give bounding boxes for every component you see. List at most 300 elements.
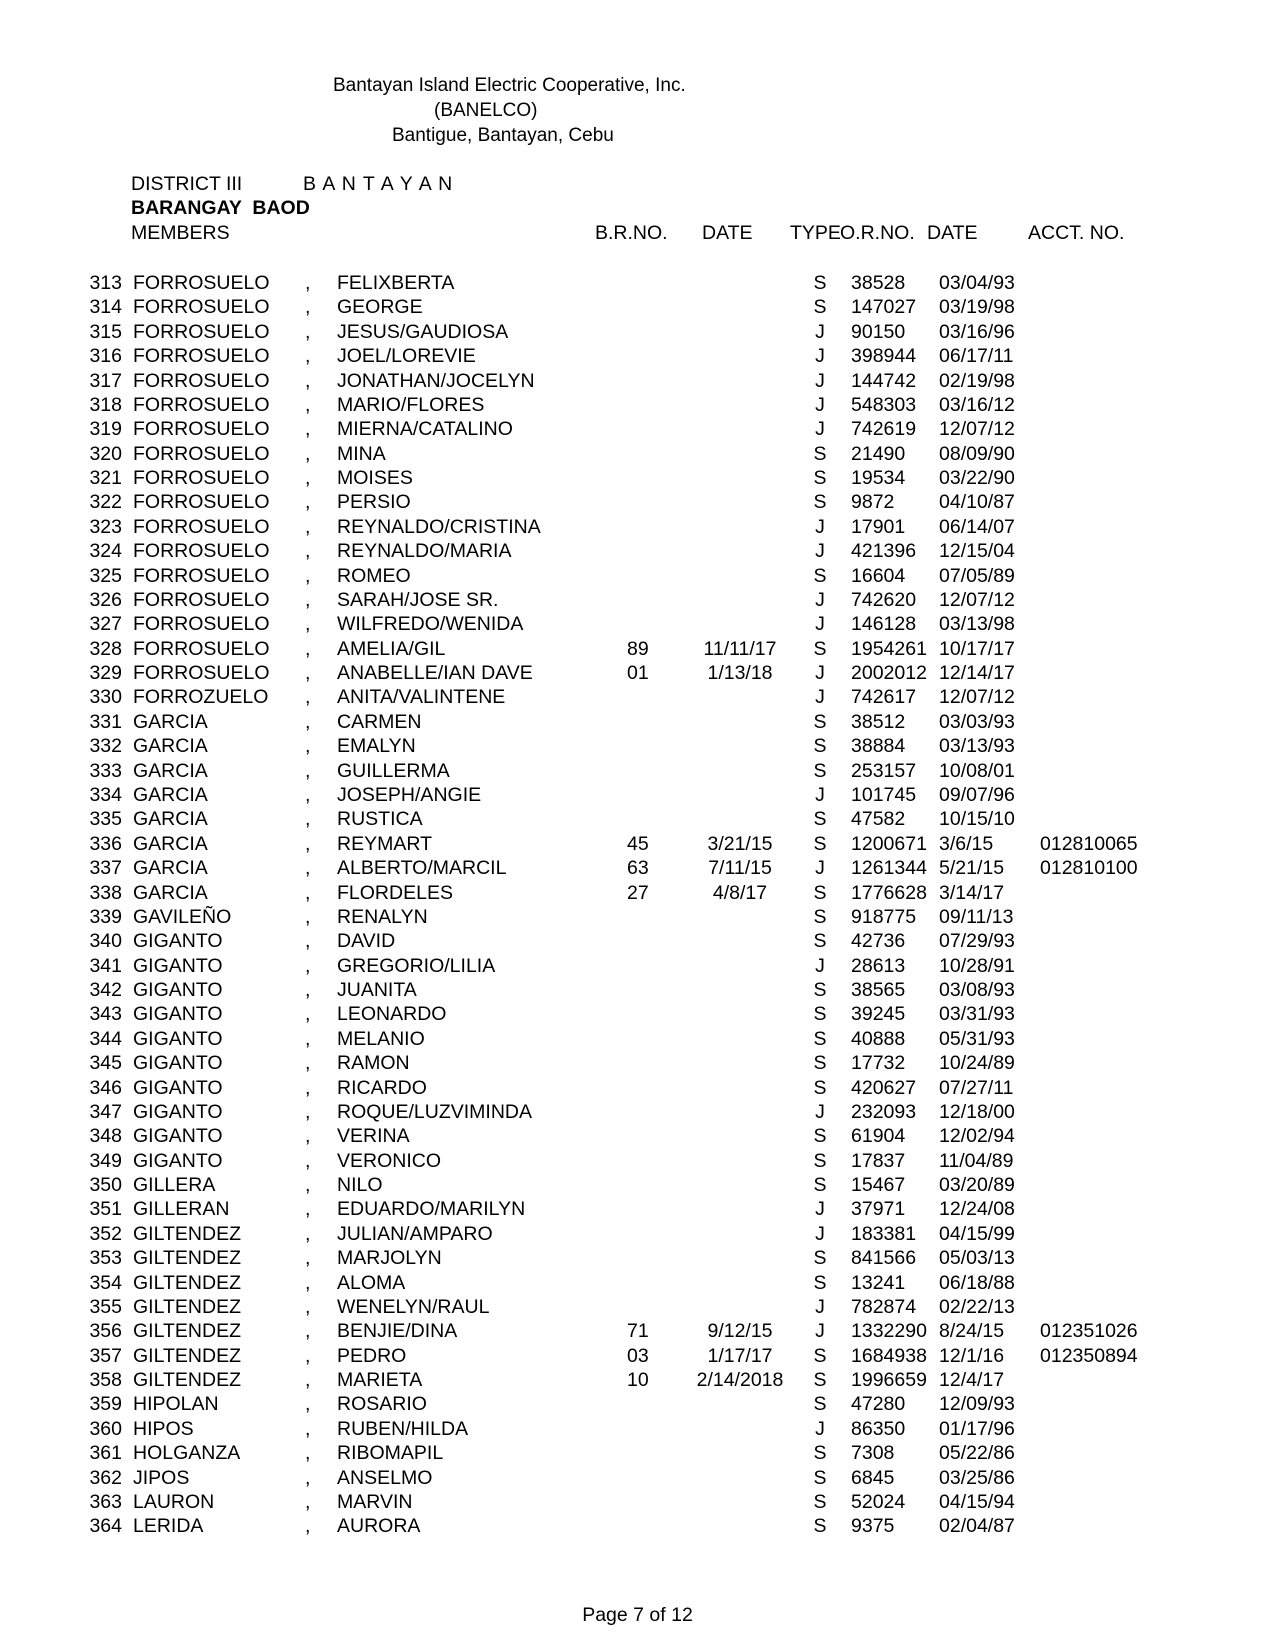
membership-type: S [813, 1515, 827, 1538]
first-name: MARIETA [337, 1369, 423, 1392]
last-name: GARCIA [133, 857, 208, 880]
membership-type: S [813, 930, 827, 953]
first-name: MARIO/FLORES [337, 393, 485, 416]
membership-type: S [813, 1027, 827, 1050]
membership-type: S [813, 564, 827, 587]
member-number: 358 [89, 1369, 122, 1392]
or-number: 52024 [851, 1491, 906, 1513]
or-date: 3/6/15 [939, 832, 994, 855]
br-date: 1/17/17 [707, 1344, 773, 1367]
member-number: 359 [89, 1393, 122, 1416]
or-date: 12/07/12 [939, 418, 1015, 441]
last-name: GIGANTO [133, 1100, 223, 1123]
first-name: ROQUE/LUZVIMINDA [337, 1100, 533, 1123]
or-number: 16604 [851, 564, 906, 587]
or-number: 39245 [851, 1003, 906, 1026]
name-separator: , [305, 1417, 311, 1440]
br-number: 03 [627, 1344, 649, 1367]
table-row [0, 979, 1275, 1002]
br-date: 11/11/17 [703, 637, 777, 660]
table-row [0, 1077, 1275, 1100]
or-number: 17901 [851, 515, 906, 538]
name-separator: , [305, 296, 311, 319]
br-number: 01 [627, 662, 649, 685]
or-date: 03/16/96 [939, 320, 1015, 343]
table-row [0, 1174, 1275, 1197]
membership-type: J [815, 369, 825, 392]
or-number: 37971 [851, 1198, 906, 1221]
or-date: 12/07/12 [939, 686, 1015, 709]
first-name: JOEL/LOREVIE [337, 345, 476, 368]
or-number: 13241 [851, 1271, 906, 1294]
last-name: FORROSUELO [133, 272, 270, 294]
first-name: RENALYN [337, 905, 428, 928]
name-separator: , [305, 881, 311, 904]
acct-no-column-header: ACCT. NO. [1028, 222, 1125, 244]
first-name: MIERNA/CATALINO [337, 418, 513, 441]
table-row [0, 1296, 1275, 1319]
or-number: 742617 [851, 686, 917, 709]
or-number: 1954261 [851, 637, 927, 660]
or-date: 12/02/94 [939, 1125, 1015, 1148]
member-number: 318 [89, 393, 122, 416]
last-name: FORROSUELO [133, 564, 270, 587]
or-number: 9375 [851, 1515, 895, 1538]
name-separator: , [305, 1027, 311, 1050]
member-number: 319 [89, 418, 122, 441]
membership-type: S [813, 1125, 827, 1148]
name-separator: , [305, 1198, 311, 1221]
first-name: ALBERTO/MARCIL [337, 857, 507, 880]
last-name: FORROSUELO [133, 393, 270, 416]
table-row [0, 1320, 1275, 1343]
name-separator: , [305, 540, 311, 563]
members-column-header: MEMBERS [131, 222, 230, 244]
or-number: 146128 [851, 613, 917, 636]
or-number: 1776628 [851, 881, 927, 904]
last-name: GIGANTO [133, 1125, 223, 1148]
last-name: GIGANTO [133, 979, 223, 1002]
last-name: GILTENDEZ [133, 1369, 241, 1392]
or-number: 782874 [851, 1295, 917, 1318]
or-date: 12/15/04 [939, 540, 1015, 563]
first-name: ROSARIO [337, 1393, 427, 1416]
or-number: 548303 [851, 393, 917, 416]
or-date: 03/04/93 [939, 272, 1015, 294]
table-row [0, 1125, 1275, 1148]
name-separator: , [305, 515, 311, 538]
table-row [0, 589, 1275, 612]
membership-type: S [813, 1149, 827, 1172]
membership-type: S [813, 272, 827, 294]
member-number: 339 [89, 905, 122, 928]
membership-type: S [813, 1271, 827, 1294]
or-date: 06/17/11 [939, 345, 1014, 368]
or-date: 12/24/08 [939, 1198, 1015, 1221]
last-name: FORROSUELO [133, 491, 270, 514]
or-number: 232093 [851, 1100, 917, 1123]
or-date: 07/05/89 [939, 564, 1015, 587]
name-separator: , [305, 272, 311, 294]
member-number: 340 [89, 930, 122, 953]
member-number: 346 [89, 1076, 122, 1099]
name-separator: , [305, 345, 311, 368]
table-row [0, 443, 1275, 466]
or-date: 3/14/17 [939, 881, 1005, 904]
or-number: 742619 [851, 418, 917, 441]
or-date: 03/13/98 [939, 613, 1015, 636]
table-row [0, 1150, 1275, 1173]
first-name: AURORA [337, 1515, 421, 1538]
table-row [0, 491, 1275, 514]
name-separator: , [305, 613, 311, 636]
table-row [0, 1442, 1275, 1465]
or-date: 02/19/98 [939, 369, 1015, 392]
last-name: FORROSUELO [133, 442, 270, 465]
member-number: 353 [89, 1247, 122, 1270]
or-number: 90150 [851, 320, 906, 343]
member-number: 362 [89, 1466, 122, 1489]
name-separator: , [305, 564, 311, 587]
table-row [0, 711, 1275, 734]
or-date: 04/15/99 [939, 1222, 1015, 1245]
first-name: WENELYN/RAUL [337, 1295, 490, 1318]
last-name: LAURON [133, 1491, 215, 1513]
or-number: 61904 [851, 1125, 906, 1148]
membership-type: J [815, 418, 825, 441]
br-number: 27 [627, 881, 649, 904]
last-name: LERIDA [133, 1515, 204, 1538]
first-name: JONATHAN/JOCELYN [337, 369, 535, 392]
or-number: 1684938 [851, 1344, 927, 1367]
last-name: GIGANTO [133, 954, 223, 977]
table-row [0, 1272, 1275, 1295]
name-separator: , [305, 662, 311, 685]
membership-type: J [815, 1100, 825, 1123]
name-separator: , [305, 320, 311, 343]
or-date: 05/31/93 [939, 1027, 1015, 1050]
member-number: 344 [89, 1027, 122, 1050]
last-name: JIPOS [133, 1466, 190, 1489]
page-number: Page 7 of 12 [582, 1604, 693, 1626]
table-row [0, 808, 1275, 831]
table-row [0, 1369, 1275, 1392]
or-date: 03/31/93 [939, 1003, 1015, 1026]
member-number: 350 [89, 1174, 122, 1197]
first-name: FELIXBERTA [337, 272, 455, 294]
name-separator: , [305, 1393, 311, 1416]
member-number: 360 [89, 1417, 122, 1440]
or-date: 12/14/17 [939, 662, 1015, 685]
member-number: 328 [89, 637, 122, 660]
or-date: 03/22/90 [939, 467, 1015, 490]
town-label: B A N T A Y A N [303, 173, 454, 195]
table-row [0, 394, 1275, 417]
or-number: 1261344 [851, 857, 927, 880]
first-name: JOSEPH/ANGIE [337, 783, 482, 806]
last-name: GIGANTO [133, 1027, 223, 1050]
br-number: 45 [627, 832, 649, 855]
name-separator: , [305, 1174, 311, 1197]
membership-type: S [813, 1491, 827, 1513]
name-separator: , [305, 1466, 311, 1489]
membership-type: J [815, 393, 825, 416]
name-separator: , [305, 1003, 311, 1026]
br-number: 10 [627, 1369, 649, 1392]
last-name: FORROSUELO [133, 320, 270, 343]
last-name: HOLGANZA [133, 1442, 241, 1465]
last-name: FORROSUELO [133, 613, 270, 636]
last-name: GARCIA [133, 710, 208, 733]
first-name: GREGORIO/LILIA [337, 954, 496, 977]
membership-type: S [813, 1052, 827, 1075]
name-separator: , [305, 1100, 311, 1123]
or-date: 12/18/00 [939, 1100, 1015, 1123]
last-name: GARCIA [133, 808, 208, 831]
membership-type: S [813, 1247, 827, 1270]
name-separator: , [305, 1320, 311, 1343]
org-name: Bantayan Island Electric Cooperative, Inc. [333, 75, 686, 96]
table-row [0, 638, 1275, 661]
table-row [0, 882, 1275, 905]
member-number: 330 [89, 686, 122, 709]
member-number: 342 [89, 979, 122, 1002]
last-name: GIGANTO [133, 930, 223, 953]
table-row [0, 467, 1275, 490]
first-name: MARJOLYN [337, 1247, 442, 1270]
first-name: RICARDO [337, 1076, 427, 1099]
or-number: 1200671 [851, 832, 927, 855]
name-separator: , [305, 393, 311, 416]
first-name: RUBEN/HILDA [337, 1417, 469, 1440]
or-number: 421396 [851, 540, 917, 563]
member-number: 354 [89, 1271, 122, 1294]
or-number: 47280 [851, 1393, 906, 1416]
table-row [0, 1418, 1275, 1441]
or-number: 1332290 [851, 1320, 927, 1343]
or-number: 183381 [851, 1222, 917, 1245]
member-number: 329 [89, 662, 122, 685]
or-date: 8/24/15 [939, 1320, 1005, 1343]
or-date: 04/10/87 [939, 491, 1015, 514]
last-name: GARCIA [133, 783, 208, 806]
or-date: 10/17/17 [939, 637, 1015, 660]
br-number: 71 [627, 1320, 649, 1343]
member-number: 348 [89, 1125, 122, 1148]
member-number: 323 [89, 515, 122, 538]
member-number: 336 [89, 832, 122, 855]
last-name: FORROSUELO [133, 345, 270, 368]
name-separator: , [305, 467, 311, 490]
first-name: JULIAN/AMPARO [337, 1222, 493, 1245]
or-date: 09/07/96 [939, 783, 1015, 806]
member-number: 361 [89, 1442, 122, 1465]
first-name: RAMON [337, 1052, 410, 1075]
or-date: 10/15/10 [939, 808, 1015, 831]
name-separator: , [305, 1149, 311, 1172]
member-number: 320 [89, 442, 122, 465]
first-name: MARVIN [337, 1491, 413, 1513]
or-date: 03/08/93 [939, 979, 1015, 1002]
br-date: 4/8/17 [712, 881, 768, 904]
or-date: 03/03/93 [939, 710, 1015, 733]
last-name: GARCIA [133, 759, 208, 782]
or-number: 21490 [851, 442, 906, 465]
last-name: FORROSUELO [133, 637, 270, 660]
table-row [0, 345, 1275, 368]
name-separator: , [305, 637, 311, 660]
member-number: 337 [89, 857, 122, 880]
br-date-column-header: DATE [702, 222, 753, 244]
member-number: 333 [89, 759, 122, 782]
name-separator: , [305, 1344, 311, 1367]
membership-type: J [815, 1320, 825, 1343]
last-name: GILLERAN [133, 1198, 230, 1221]
member-number: 343 [89, 1003, 122, 1026]
br-date: 9/12/15 [707, 1320, 773, 1343]
or-number: 253157 [851, 759, 917, 782]
or-number: 40888 [851, 1027, 906, 1050]
last-name: GILTENDEZ [133, 1247, 241, 1270]
first-name: CARMEN [337, 710, 422, 733]
or-number: 841566 [851, 1247, 917, 1270]
or-number: 2002012 [851, 662, 927, 685]
last-name: FORROSUELO [133, 588, 270, 611]
or-date: 10/24/89 [939, 1052, 1015, 1075]
first-name: MELANIO [337, 1027, 425, 1050]
member-number: 349 [89, 1149, 122, 1172]
member-number: 326 [89, 588, 122, 611]
membership-type: S [813, 759, 827, 782]
table-row [0, 516, 1275, 539]
last-name: GARCIA [133, 881, 208, 904]
last-name: HIPOS [133, 1417, 194, 1440]
name-separator: , [305, 1442, 311, 1465]
first-name: ANABELLE/IAN DAVE [337, 662, 533, 685]
member-number: 352 [89, 1222, 122, 1245]
or-number: 7308 [851, 1442, 895, 1465]
table-row [0, 613, 1275, 636]
last-name: GIGANTO [133, 1149, 223, 1172]
first-name: AMELIA/GIL [337, 637, 446, 660]
or-number: 19534 [851, 467, 906, 490]
or-number: 101745 [851, 783, 917, 806]
member-number: 357 [89, 1344, 122, 1367]
membership-type: J [815, 515, 825, 538]
barangay-label: BARANGAY BAOD [131, 197, 310, 219]
first-name: JUANITA [337, 979, 417, 1002]
member-number: 363 [89, 1491, 122, 1513]
first-name: ALOMA [337, 1271, 406, 1294]
table-row [0, 1101, 1275, 1124]
last-name: GILTENDEZ [133, 1271, 241, 1294]
name-separator: , [305, 1222, 311, 1245]
or-date-column-header: DATE [927, 222, 978, 244]
member-number: 325 [89, 564, 122, 587]
name-separator: , [305, 686, 311, 709]
name-separator: , [305, 759, 311, 782]
or-date: 09/11/13 [939, 905, 1014, 928]
table-row [0, 1247, 1275, 1270]
table-row [0, 321, 1275, 344]
or-date: 07/29/93 [939, 930, 1015, 953]
or-date: 10/08/01 [939, 759, 1015, 782]
table-row [0, 784, 1275, 807]
or-number: 17837 [851, 1149, 906, 1172]
table-row [0, 418, 1275, 441]
table-row [0, 1223, 1275, 1246]
membership-type: J [815, 1295, 825, 1318]
or-number: 47582 [851, 808, 906, 831]
first-name: DAVID [337, 930, 396, 953]
membership-type: S [813, 735, 827, 758]
membership-type: J [815, 662, 825, 685]
table-row [0, 833, 1275, 856]
membership-type: S [813, 1003, 827, 1026]
table-row [0, 296, 1275, 319]
member-number: 345 [89, 1052, 122, 1075]
or-date: 02/22/13 [939, 1295, 1015, 1318]
table-row [0, 540, 1275, 563]
or-date: 03/13/93 [939, 735, 1015, 758]
table-row [0, 1393, 1275, 1416]
member-number: 332 [89, 735, 122, 758]
first-name: MOISES [337, 467, 413, 490]
membership-type: J [815, 857, 825, 880]
first-name: VERONICO [337, 1149, 442, 1172]
member-number: 355 [89, 1295, 122, 1318]
table-row [0, 565, 1275, 588]
membership-type: J [815, 320, 825, 343]
first-name: EDUARDO/MARILYN [337, 1198, 526, 1221]
last-name: HIPOLAN [133, 1393, 219, 1416]
last-name: GARCIA [133, 735, 208, 758]
first-name: RIBOMAPIL [337, 1442, 444, 1465]
name-separator: , [305, 418, 311, 441]
name-separator: , [305, 783, 311, 806]
account-number: 012351026 [1040, 1320, 1138, 1343]
last-name: GILTENDEZ [133, 1320, 241, 1343]
or-date: 06/18/88 [939, 1271, 1015, 1294]
br-date: 3/21/15 [707, 832, 773, 855]
br-date: 1/13/18 [707, 662, 773, 685]
br-number: 89 [627, 637, 649, 660]
name-separator: , [305, 588, 311, 611]
first-name: JESUS/GAUDIOSA [337, 320, 509, 343]
first-name: VERINA [337, 1125, 410, 1148]
table-row [0, 662, 1275, 685]
or-date: 03/25/86 [939, 1466, 1015, 1489]
or-date: 02/04/87 [939, 1515, 1015, 1538]
last-name: GIGANTO [133, 1052, 223, 1075]
or-date: 01/17/96 [939, 1417, 1015, 1440]
or-number: 918775 [851, 905, 917, 928]
member-number: 331 [89, 710, 122, 733]
or-date: 10/28/91 [939, 954, 1015, 977]
name-separator: , [305, 1076, 311, 1099]
last-name: GILLERA [133, 1174, 216, 1197]
table-row [0, 760, 1275, 783]
first-name: PERSIO [337, 491, 411, 514]
first-name: GEORGE [337, 296, 423, 319]
org-abbreviation: (BANELCO) [434, 100, 538, 121]
table-row [0, 930, 1275, 953]
first-name: WILFREDO/WENIDA [337, 613, 524, 636]
or-date: 03/19/98 [939, 296, 1015, 319]
last-name: FORROSUELO [133, 296, 270, 319]
or-date: 03/16/12 [939, 393, 1015, 416]
membership-type: S [813, 637, 827, 660]
